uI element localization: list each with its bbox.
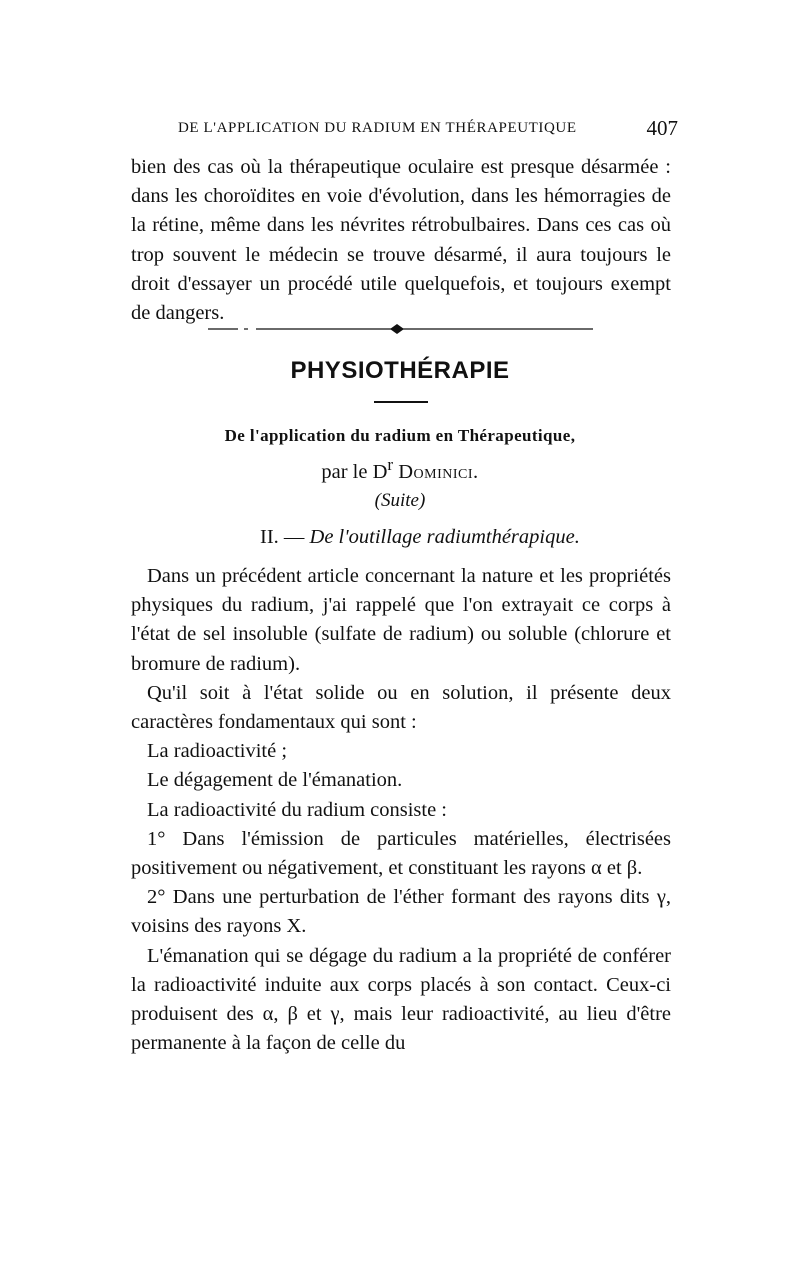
ornament-divider-icon — [208, 322, 593, 336]
author-prefix: par le D — [321, 460, 388, 483]
section-title: PHYSIOTHÉRAPIE — [290, 357, 510, 384]
numbered-item: 2° Dans une perturbation de l'éther formant des rayons dits γ, voisins des rayons X. — [131, 886, 671, 938]
paragraph: L'émanation qui se dégage du radium a la propriété de conférer la radioactivité induite aux corps placés à son contact. Ceux-ci produisent des α, β et γ, mais leur radioactivité, au lieu d'être permanente à la façon de celle du — [131, 944, 671, 1055]
list-item: La radioactivité ; — [147, 740, 288, 763]
running-header — [178, 116, 678, 142]
author-superscript: r — [387, 455, 394, 474]
list-item: Le dégagement de l'émanation. — [147, 769, 403, 792]
body-text — [131, 562, 671, 1058]
paragraph: La radioactivité du radium consiste : — [147, 798, 448, 821]
article-title: De l'application du radium en Thérapeutique, — [224, 426, 576, 445]
intro-paragraph: bien des cas où la thérapeutique oculaire est presque désarmée : dans les choroïdites en voie d'évolution, dans les hémorragies de la rétine, même dans les névrites rétrobulbaires. Dans ces cas où trop souvent le médecin se trouve désarmé, il aura toujours le droit d'essayer un procédé utile quelquefois, et toujours exempt de dangers. — [131, 156, 671, 325]
author-name: Dominici. — [398, 460, 479, 483]
author-line — [0, 455, 800, 484]
numbered-item: 1° Dans l'émission de particules matérielles, électrisées positivement ou négativement, et constituant les rayons α et β. — [131, 827, 671, 880]
subsection-title: De l'outillage radiumthérapique. — [309, 526, 580, 548]
paragraph: Qu'il soit à l'état solide ou en solution, il présente deux caractères fondamentaux qui sont : — [131, 681, 671, 734]
title-rule — [374, 401, 428, 403]
page-number: 407 — [646, 116, 678, 140]
paragraph: Dans un précédent article concernant la nature et les propriétés physiques du radium, j'ai rappelé que l'on extrayait ce corps à l'état de sel insoluble (sulfate de radium) ou soluble (chlorure et bromure de radium). — [131, 565, 671, 675]
intro-paragraph-block — [131, 153, 671, 328]
subsection-heading — [260, 526, 580, 549]
continued-note: (Suite) — [374, 490, 426, 511]
subsection-number: II. — — [260, 526, 305, 548]
running-title: DE L'APPLICATION DU RADIUM EN THÉRAPEUTIQUE — [178, 120, 577, 136]
